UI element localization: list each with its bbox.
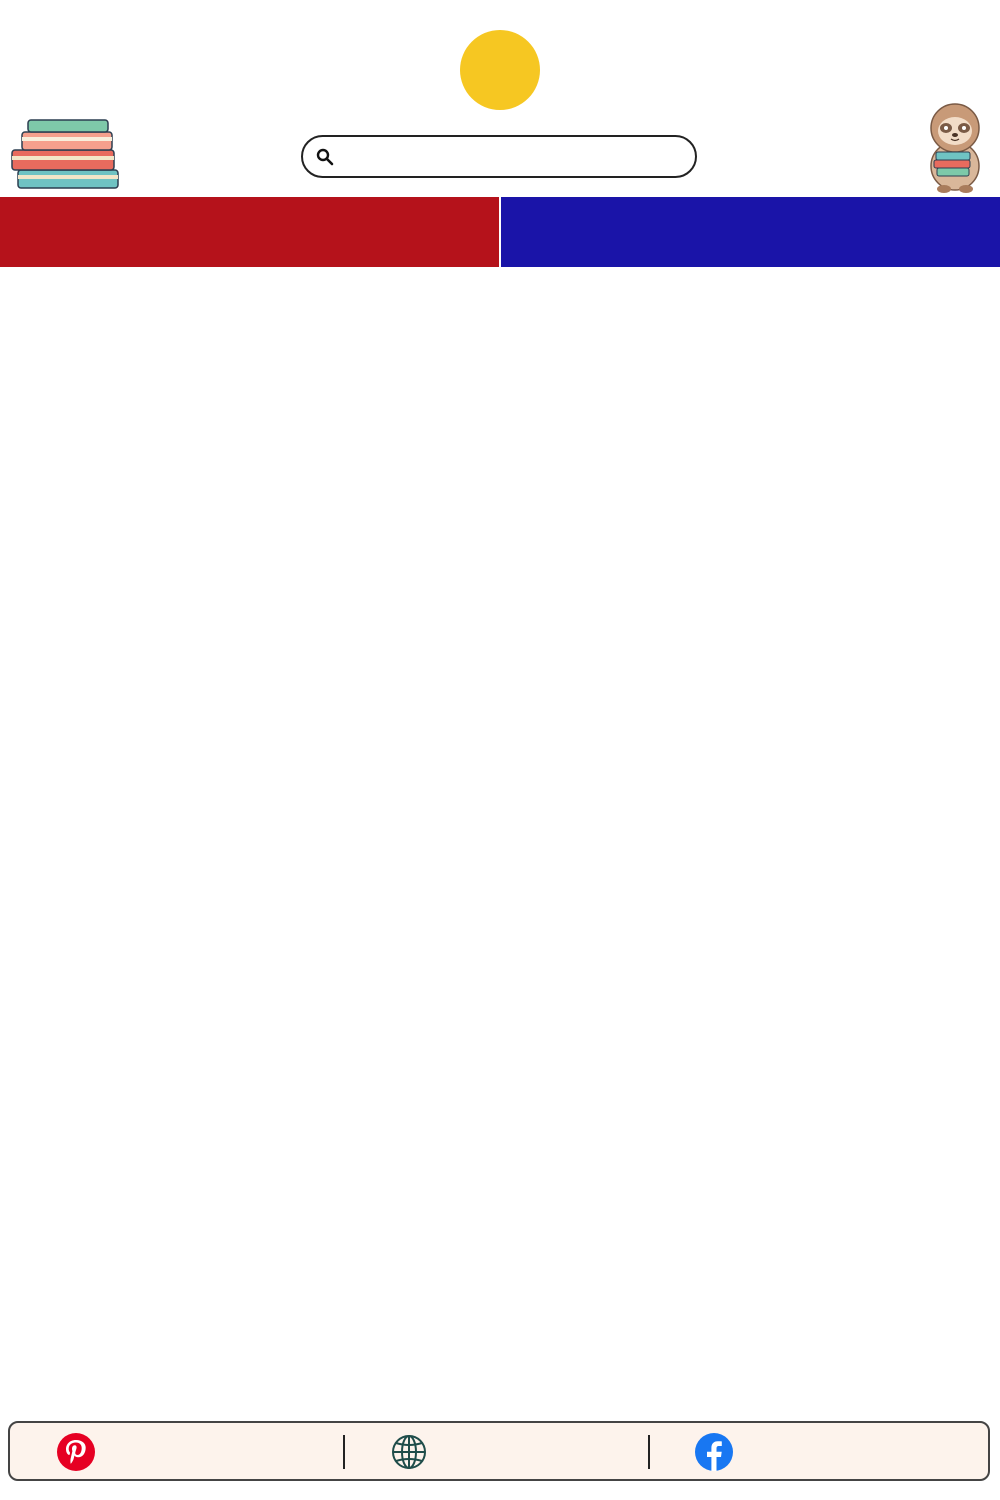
page-title xyxy=(0,14,1000,126)
footer-item-pinterest[interactable] xyxy=(56,1433,106,1471)
pronoun-column-header xyxy=(0,197,499,267)
footer-item-facebook[interactable] xyxy=(694,1433,744,1471)
footer-bar xyxy=(8,1421,990,1481)
site-search-bar xyxy=(301,135,697,178)
search-icon xyxy=(315,147,335,167)
facebook-icon xyxy=(694,1432,734,1472)
footer-separator xyxy=(343,1435,345,1469)
adjective-column-header xyxy=(501,197,1000,267)
footer-separator xyxy=(648,1435,650,1469)
globe-icon xyxy=(390,1433,428,1471)
vs-badge xyxy=(460,30,540,110)
sloth-mascot-icon xyxy=(922,100,988,194)
footer-item-website[interactable] xyxy=(390,1433,438,1471)
books-illustration-icon xyxy=(8,118,126,194)
pinterest-icon xyxy=(56,1432,96,1472)
comparison-table xyxy=(0,197,1000,1410)
